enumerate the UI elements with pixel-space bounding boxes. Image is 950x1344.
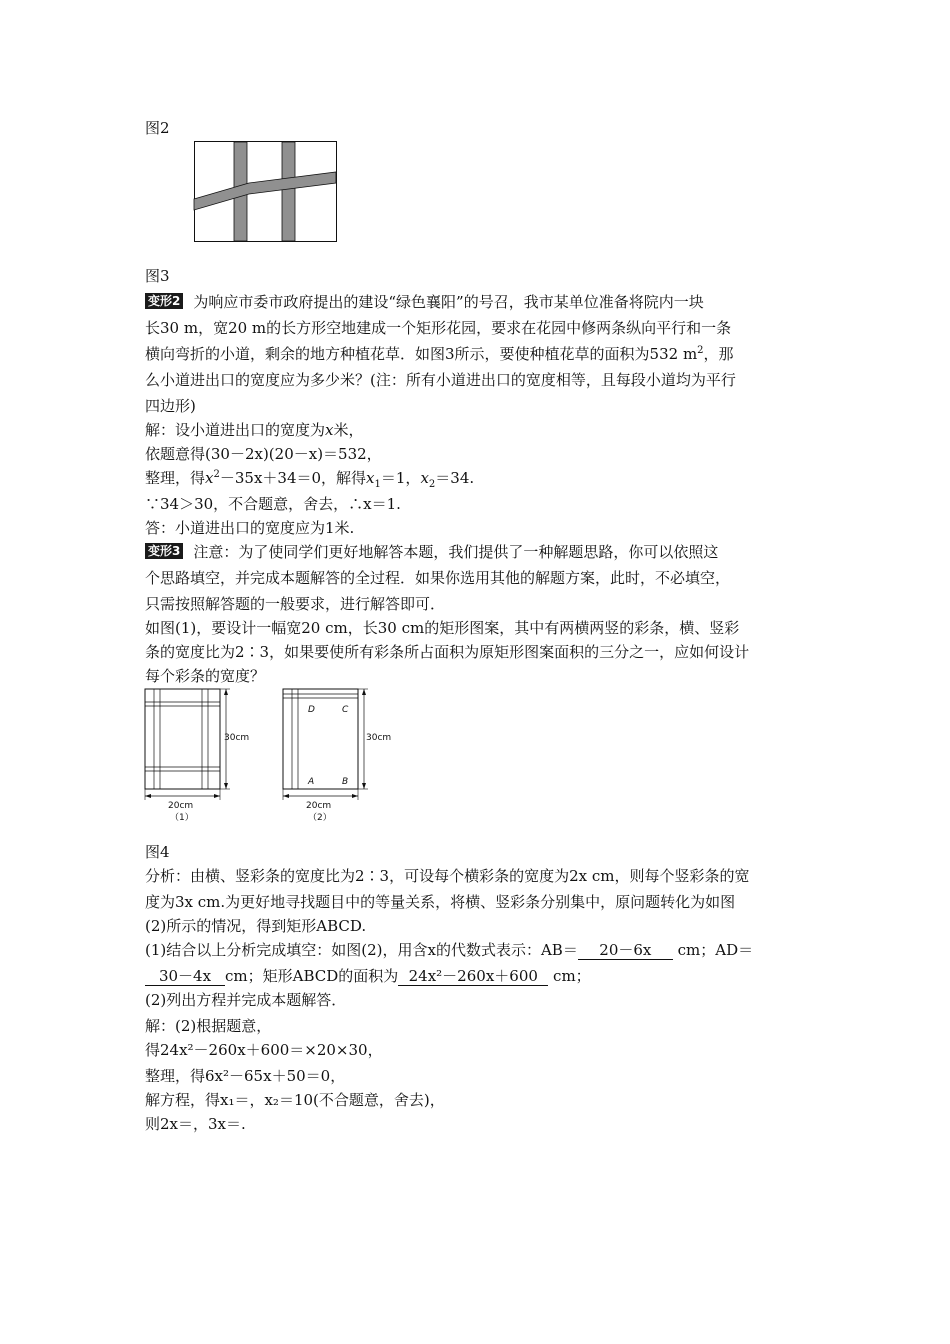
fig4-2-caption: （2） [308, 813, 332, 823]
figure-4-caption: 图4 [145, 843, 170, 861]
corner-a-label: A [308, 777, 315, 787]
question-1-line-2: 30－4x cm；矩形ABCD的面积为 24x²－260x＋600 cm； [145, 966, 591, 986]
variant3-tag: 变形3 [145, 543, 183, 559]
variant2-line-1: 变形2 为响应市委市政府提出的建设“绿色襄阳”的号召，我市某单位准备将院内一块 [145, 292, 704, 312]
figure-3-garden-diagram [194, 141, 337, 242]
variant3-line-6: 每个彩条的宽度？ [145, 667, 266, 685]
analysis-line-1: 分析：由横、竖彩条的宽度比为2∶3，可设每个横彩条的宽度为2x cm，则每个竖彩条的宽 [145, 867, 750, 885]
variant3-solution-2: 得24x²－260x＋600＝×20×30， [145, 1041, 383, 1059]
variant2-solution-2: 依题意得(30－2x)(20－x)＝532， [145, 445, 382, 463]
question-2: (2)列出方程并完成本题解答． [145, 991, 347, 1009]
corner-d-label: D [308, 705, 315, 715]
variant3-line-5: 条的宽度比为2∶3，如果要使所有彩条所占面积为原矩形图案面积的三分之一，应如何设计 [145, 643, 750, 661]
answer-area: 24x²－260x＋600 [398, 968, 548, 986]
variant2-solution-1: 解：设小道进出口的宽度为x米， [145, 421, 364, 439]
fig4-2-length-label: 30cm [366, 733, 392, 743]
figure-4-pattern-2 [278, 686, 408, 826]
figure-2-caption: 图2 [145, 119, 170, 137]
variant2-solution-4: ∵34＞30，不合题意，舍去，∴x＝1. [145, 495, 401, 513]
answer-ad: 30－4x [145, 968, 225, 986]
analysis-line-3: (2)所示的情况，得到矩形ABCD. [145, 917, 367, 935]
variant3-line-1: 变形3 注意：为了使同学们更好地解答本题，我们提供了一种解题思路，你可以依照这 [145, 542, 718, 562]
variant3-solution-5: 则2x＝，3x＝. [145, 1115, 246, 1133]
variant3-line-4: 如图(1)，要设计一幅宽20 cm，长30 cm的矩形图案，其中有两横两竖的彩条，横、竖彩 [145, 619, 740, 637]
vertical-path-right [282, 142, 295, 241]
figure-4-pattern-1 [140, 686, 270, 826]
fig4-1-width-label: 20cm [168, 801, 194, 811]
variant3-solution-4: 解方程，得x₁＝，x₂＝10(不合题意，舍去)， [145, 1091, 445, 1109]
variant3-line-2: 个思路填空，并完成本题解答的全过程．如果你选用其他的解题方案，此时，不必填空， [145, 569, 731, 587]
variant3-line-3: 只需按照解答题的一般要求，进行解答即可． [145, 595, 446, 613]
variant2-solution-3: 整理，得$x^2-35x+34=0$，解得$x_1=1$，$x_2=34$. [145, 469, 475, 490]
variant3-solution-1: 解：(2)根据题意， [145, 1017, 272, 1035]
variant2-tag: 变形2 [145, 293, 183, 309]
corner-c-label: C [342, 705, 349, 715]
fig4-2-width-label: 20cm [306, 801, 332, 811]
fig4-1-length-label: 30cm [224, 733, 250, 743]
question-1-line-1: (1)结合以上分析完成填空：如图(2)，用含x的代数式表示：AB＝ 20－6x cm；AD＝ [145, 941, 754, 959]
corner-b-label: B [342, 777, 349, 787]
figure-3-caption: 图3 [145, 267, 170, 285]
variant2-line-3: 横向弯折的小道，剩余的地方种植花草．如图3所示，要使种植花草的面积为532 $m^2$，那 [145, 345, 734, 363]
variant2-line-4: 么小道进出口的宽度应为多少米？(注：所有小道进出口的宽度相等，且每段小道均为平行 [145, 371, 736, 389]
variant2-line-2: 长30 m，宽20 m的长方形空地建成一个矩形花园，要求在花园中修两条纵向平行和一条 [145, 319, 732, 337]
answer-ab: 20－6x [578, 942, 673, 960]
fig4-1-caption: （1） [170, 813, 194, 823]
analysis-line-2: 度为3x cm.为更好地寻找题目中的等量关系，将横、竖彩条分别集中，原问题转化为如图 [145, 893, 736, 911]
variant2-line-5: 四边形) [145, 397, 196, 415]
variant3-solution-3: 整理，得6x²－65x＋50＝0， [145, 1067, 346, 1085]
variant2-solution-5: 答：小道进出口的宽度应为1米. [145, 519, 355, 537]
